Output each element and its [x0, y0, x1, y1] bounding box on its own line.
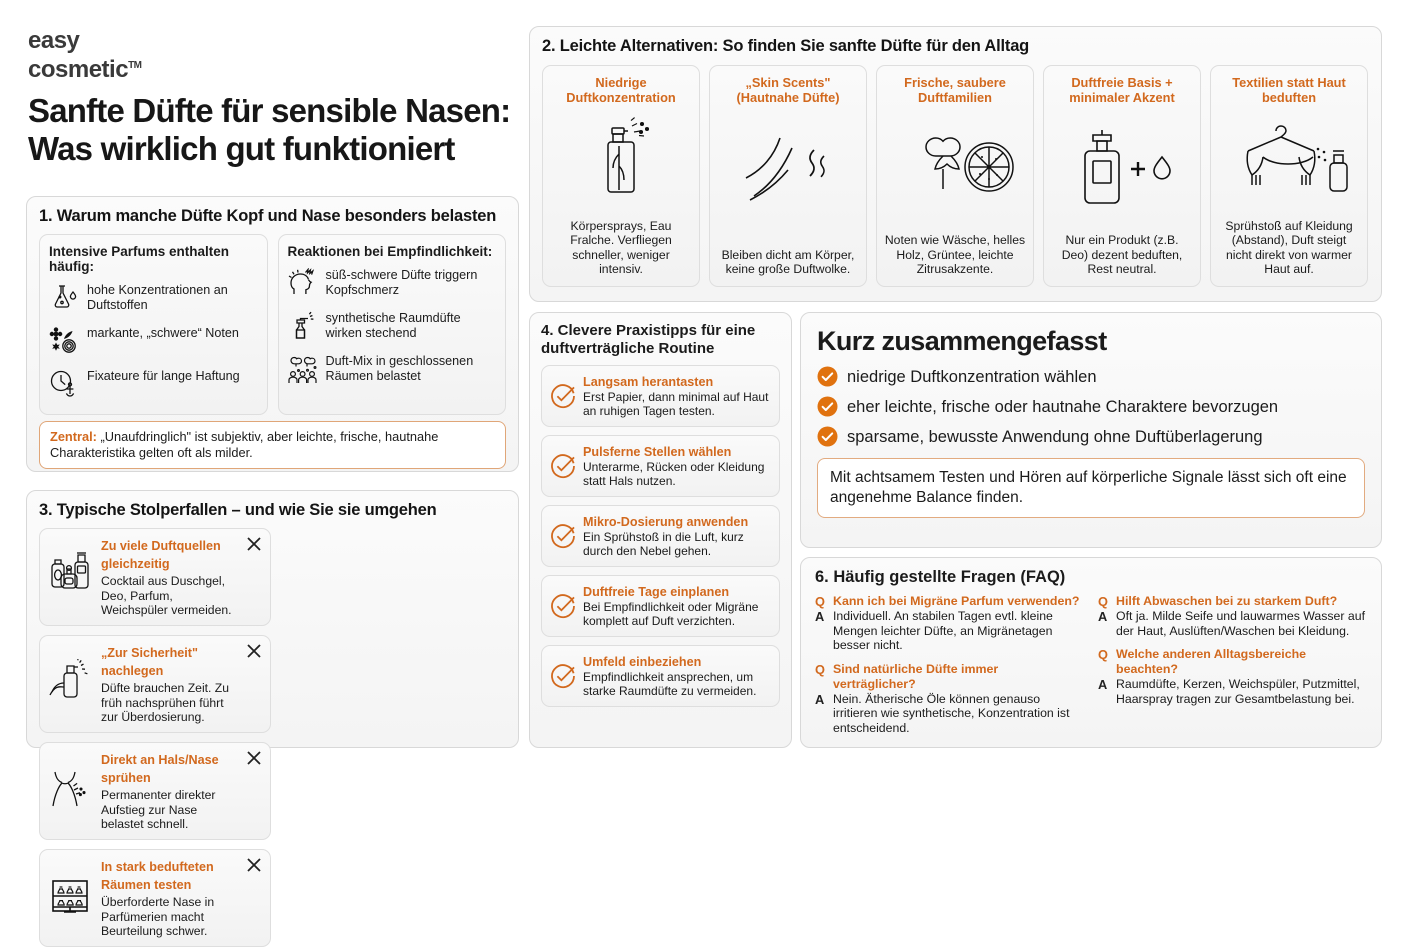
section-1-title: 1. Warum manche Düfte Kopf und Nase besonders belasten [39, 207, 497, 225]
pitfall-card [39, 528, 271, 626]
callout-text: „Unaufdringlich" ist subjektiv, aber leichte, frische, hautnahe Charakteristika gelten oft als milder. [50, 429, 439, 460]
faq-answer: Nein. Ätherische Öle können genauso irritieren wie synthetische, Konzentration ist entscheidend. [833, 691, 1070, 735]
pitfall-text: Cocktail aus Duschgel, Deo, Parfum, Weichspüler vermeiden. [101, 574, 232, 617]
faq-answer: Raumdüfte, Kerzen, Weichspüler, Putzmittel, Haarspray tragen zur Gesamtbelastung bei. [1116, 677, 1360, 706]
tip-text: Empfindlichkeit ansprechen, um starke Raumdüfte zu vermeiden. [583, 669, 757, 698]
tip-text: Bei Empfindlichkeit oder Migräne komplett auf Duft verzichten. [583, 599, 759, 628]
alternative-text: Bleiben dicht am Körper, keine große Duftwolke. [721, 247, 855, 277]
alternative-card [709, 65, 867, 287]
section-1-panel [26, 196, 519, 472]
tip-heading: Duftfreie Tage einplanen [583, 584, 730, 599]
section-3-panel [26, 490, 519, 938]
alternative-heading: Niedrige Duftkonzentration [566, 75, 676, 105]
head-headache-icon [288, 266, 318, 300]
tip-heading: Langsam herantasten [583, 374, 714, 389]
pitfall-card [39, 635, 271, 733]
faq-item [1098, 594, 1367, 638]
tip-card [541, 505, 780, 567]
pitfall-text: Permanenter direkter Aufstieg zur Nase belastet schnell. [101, 788, 216, 831]
check-circle-outline-icon [550, 383, 576, 409]
tip-card [541, 645, 780, 707]
section-4-title: 4. Clevere Praxistipps für eine duftverträgliche Routine [541, 322, 756, 357]
answer-marker: A [1098, 609, 1108, 624]
summary-bullet-text: niedrige Duftkonzentration wählen [847, 367, 1097, 386]
alternative-heading: Textilien statt Haut beduften [1232, 75, 1346, 105]
faq-item [1098, 647, 1367, 706]
tip-card [541, 435, 780, 497]
list-item [288, 309, 497, 343]
flask-droplet-icon [49, 281, 79, 315]
question-marker: Q [1098, 594, 1108, 609]
clock-anchor-icon [49, 367, 79, 401]
answer-marker: A [815, 691, 825, 707]
central-callout [39, 421, 506, 469]
pump-bottle-plus-drop-icon [1051, 105, 1193, 233]
tip-text: Unterarme, Rücken oder Kleidung statt Hals nutzen. [583, 459, 765, 488]
crowd-scent-icon [288, 352, 318, 386]
spray-bottle-icon [288, 309, 318, 343]
list-item [49, 281, 258, 315]
page-title: Sanfte Düfte für sensible Nasen: Was wirklich gut funktioniert [28, 92, 511, 167]
pitfall-heading: „Zur Sicherheit" nachlegen [101, 646, 198, 678]
tip-text: Ein Sprühstoß in die Luft, kurz durch den Nebel gehen. [583, 529, 744, 558]
scarf-spray-icon [1218, 105, 1360, 219]
brand-line-2: cosmetic™ [28, 56, 142, 83]
answer-marker: A [1098, 677, 1108, 693]
hand-spray-icon [49, 644, 95, 724]
check-circle-outline-icon [550, 453, 576, 479]
faq-question: Hilft Abwaschen bei zu starkem Duft? [1116, 594, 1338, 608]
check-circle-outline-icon [550, 663, 576, 689]
callout-label: Zentral: [50, 429, 97, 444]
bottles-group-icon [49, 537, 95, 617]
faq-panel [800, 557, 1382, 748]
alternative-card [876, 65, 1034, 287]
x-mark-icon [246, 536, 262, 552]
faq-column-left [815, 594, 1084, 745]
answer-marker: A [815, 609, 825, 624]
pitfall-card [39, 849, 271, 947]
section-3-title: 3. Typische Stolperfallen – und wie Sie sie umgehen [39, 501, 437, 519]
faq-item [815, 594, 1084, 653]
skin-scent-arm-icon [717, 105, 859, 248]
body-spray-icon [550, 105, 692, 219]
neck-spray-icon [49, 751, 95, 831]
list-item-text: markante, „schwere“ Noten [87, 326, 239, 340]
pitfall-card [39, 742, 271, 840]
reactions-column [278, 234, 507, 415]
faq-question: Sind natürliche Düfte immer verträglicher? [833, 661, 999, 691]
cotton-citrus-icon [884, 105, 1026, 233]
list-item-text: synthetische Raumdüfte wirken stechend [325, 311, 461, 340]
faq-question: Welche anderen Alltagsbereiche beachten? [1116, 647, 1307, 677]
x-mark-icon [246, 857, 262, 873]
brand-logo [28, 28, 142, 82]
section-2-panel [529, 26, 1382, 302]
summary-bullet [817, 396, 1365, 417]
pitfall-heading: Direkt an Hals/Nase sprühen [101, 753, 219, 785]
check-circle-filled-icon [817, 396, 838, 417]
check-circle-outline-icon [550, 523, 576, 549]
faq-question: Kann ich bei Migräne Parfum verwenden? [833, 594, 1080, 608]
faq-answer: Individuell. An stabilen Tagen evtl. kleine Mengen leichter Düfte, an Migränetagen besser nicht. [833, 609, 1053, 653]
check-circle-filled-icon [817, 366, 838, 387]
pitfall-heading: In stark bedufteten Räumen testen [101, 860, 214, 892]
summary-bullet-text: eher leichte, frische oder hautnahe Charaktere bevorzugen [847, 397, 1279, 416]
check-circle-outline-icon [550, 593, 576, 619]
x-mark-icon [246, 750, 262, 766]
perfume-shelf-icon [49, 858, 95, 938]
pitfall-text: Überforderte Nase in Parfümerien macht Beurteilung schwer. [101, 895, 215, 938]
summary-title: Kurz zusammengefasst [817, 326, 1107, 356]
column-heading: Reaktionen bei Empfindlichkeit: [287, 244, 493, 259]
summary-bullet [817, 426, 1365, 447]
alternative-text: Körpersprays, Eau Fralche. Verfliegen schneller, weniger intensiv. [570, 218, 672, 277]
tip-heading: Pulsferne Stellen wählen [583, 444, 732, 459]
flower-notes-icon [49, 324, 79, 358]
check-circle-filled-icon [817, 426, 838, 447]
alternative-text: Nur ein Produkt (z.B. Deo) dezent beduften, Rest neutral. [1061, 233, 1183, 277]
list-item [49, 324, 258, 358]
tip-heading: Umfeld einbeziehen [583, 654, 702, 669]
faq-column-right [1098, 594, 1367, 745]
brand-line-1: easy [28, 27, 80, 54]
section-2-title: 2. Leichte Alternativen: So finden Sie sanfte Düfte für den Alltag [542, 37, 1030, 55]
alternative-card [542, 65, 700, 287]
alternative-heading: Frische, saubere Duftfamilien [904, 75, 1006, 105]
alternative-card [1210, 65, 1368, 287]
pitfall-heading: Zu viele Duftquellen gleichzeitig [101, 539, 221, 571]
intensive-parfums-column [39, 234, 268, 415]
alternative-heading: „Skin Scents" (Hautnahe Düfte) [736, 75, 840, 105]
alternative-text: Sprühstoß auf Kleidung (Abstand), Duft steigt nicht direkt von warmer Haut auf. [1225, 218, 1353, 277]
list-item [49, 367, 258, 401]
list-item-text: süß-schwere Düfte triggern Kopfschmerz [325, 268, 478, 297]
tip-card [541, 365, 780, 427]
x-mark-icon [246, 643, 262, 659]
section-4-panel [529, 312, 792, 748]
list-item-text: Duft-Mix in geschlossenen Räumen belastet [325, 354, 474, 383]
pitfall-text: Düfte brauchen Zeit. Zu früh nachsprühen führt zur Überdosierung. [101, 681, 230, 724]
tip-heading: Mikro-Dosierung anwenden [583, 514, 749, 529]
tip-text: Erst Papier, dann minimal auf Haut an ruhigen Tagen testen. [583, 389, 769, 418]
trademark-symbol: TM [128, 60, 142, 71]
list-item-text: hohe Konzentrationen an Duftstoffen [87, 283, 228, 312]
list-item [288, 266, 497, 300]
summary-bullet [817, 366, 1365, 387]
column-heading: Intensive Parfums enthalten häufig: [49, 244, 230, 274]
summary-bullet-text: sparsame, bewusste Anwendung ohne Duftüberlagerung [847, 427, 1263, 446]
faq-title: 6. Häufig gestellte Fragen (FAQ) [815, 568, 1066, 586]
tip-card [541, 575, 780, 637]
alternative-card [1043, 65, 1201, 287]
alternative-text: Noten wie Wäsche, helles Holz, Grüntee, leichte Zitrusakzente. [884, 233, 1026, 277]
question-marker: Q [815, 594, 825, 609]
alternative-heading: Duftfreie Basis + minimaler Akzent [1069, 75, 1175, 105]
faq-answer: Oft ja. Milde Seife und lauwarmes Wasser auf der Haut, Auslüften/Waschen bei Kleidung. [1116, 609, 1365, 638]
list-item [288, 352, 497, 386]
question-marker: Q [1098, 647, 1108, 663]
question-marker: Q [815, 661, 825, 677]
faq-item [815, 662, 1084, 736]
summary-panel [800, 312, 1382, 548]
list-item-text: Fixateure für lange Haftung [87, 369, 240, 383]
summary-note: Mit achtsamem Testen und Hören auf körperliche Signale lässt sich oft eine angenehme Balance finden. [817, 458, 1365, 518]
